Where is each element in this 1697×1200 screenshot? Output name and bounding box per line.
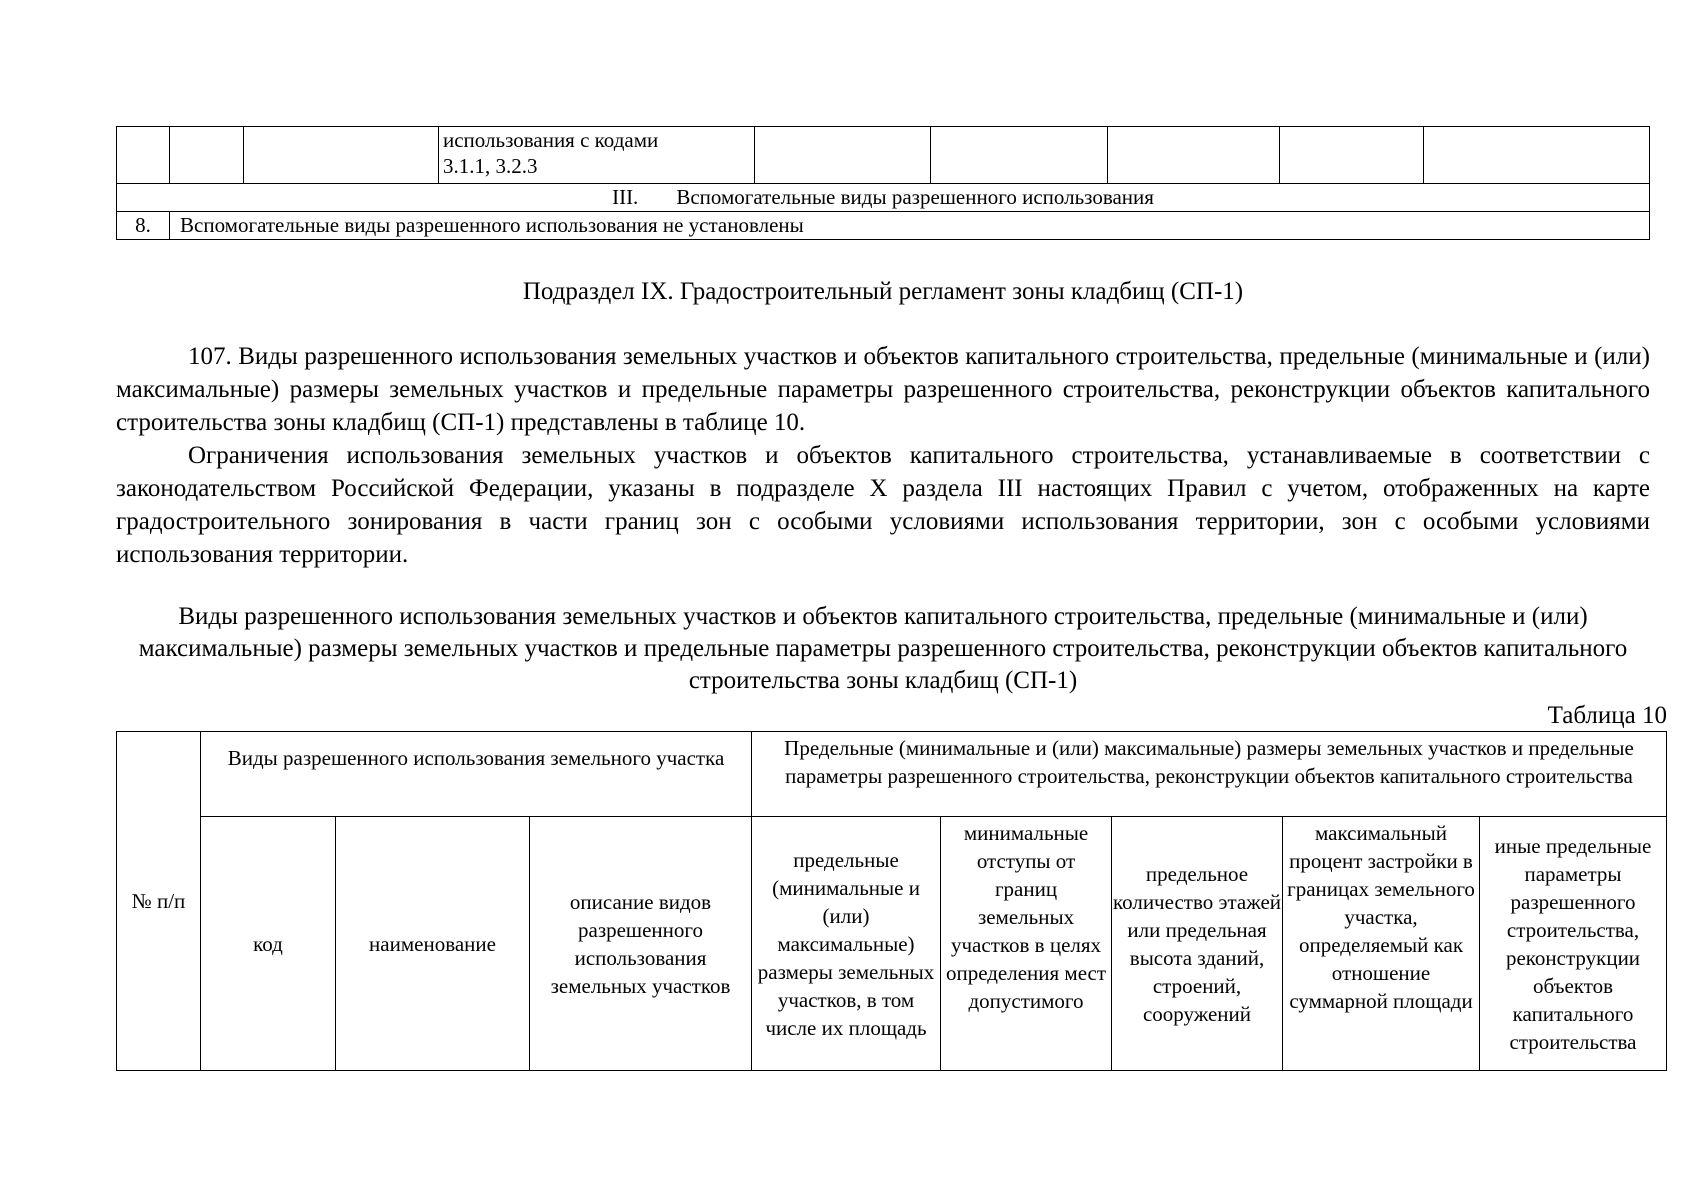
table-cell bbox=[117, 127, 170, 184]
cell-text-line: 3.1.1, 3.2.3 bbox=[443, 154, 538, 178]
column-header-setbacks: минимальные отступы от границ земельных участков в целях определения мест допустимого bbox=[941, 817, 1112, 1071]
column-group-limits: Предельные (минимальные и (или) максимальные) размеры земельных участков и предельные параметры разрешенного строительства, реконструкции объектов капитального строительства bbox=[752, 732, 1667, 817]
paragraph-text: Ограничения использования земельных участков и объектов капитального строительства, устанавливаемые в соответствии с законодательством Российской Федерации, указаны в подразделе X раздела III настоящих Правил с учетом, отображенных на карте градостроительного зонирования в части границ зон с особыми условиями использования территории, зон с особыми условиями использования территории. bbox=[116, 442, 1650, 568]
table-cell bbox=[755, 127, 931, 184]
subsection-title: Подраздел IX. Градостроительный регламент зоны кладбищ (СП-1) bbox=[522, 278, 1244, 305]
table-cell bbox=[931, 127, 1108, 184]
row-text: Вспомогательные виды разрешенного использования не установлены bbox=[170, 212, 1650, 240]
table-cell bbox=[1424, 127, 1650, 184]
column-header-other: иные предельные параметры разрешенного строительства, реконструкции объектов капитального строительства bbox=[1480, 817, 1667, 1071]
table-cell bbox=[439, 127, 755, 184]
column-header-name: наименование bbox=[336, 817, 530, 1071]
table-header-row bbox=[117, 817, 1667, 1071]
table-cell bbox=[244, 127, 439, 184]
paragraph-text: 107. Виды разрешенного использования земельных участков и объектов капитального строительства, предельные (минимальные и (или) максимальные) размеры земельных участков и предельные параметры разрешенного строительства, реконструкции объектов капитального строительства зоны кладбищ (СП-1) представлены в таблице 10. bbox=[116, 343, 1650, 436]
paragraph-restrictions bbox=[116, 439, 1650, 571]
section-numeral: III. bbox=[612, 185, 639, 209]
column-header-coverage: максимальный процент застройки в границах земельного участка, определяемый как отношение суммарной площади bbox=[1283, 817, 1480, 1071]
column-header-number: № п/п bbox=[117, 732, 201, 1071]
table-cell bbox=[1108, 127, 1280, 184]
continuation-table bbox=[116, 126, 1650, 240]
section-heading bbox=[117, 184, 1650, 212]
table-row bbox=[117, 127, 1650, 184]
regulations-table bbox=[116, 731, 1667, 1071]
column-group-kinds: Виды разрешенного использования земельного участка bbox=[201, 732, 752, 817]
paragraph-107 bbox=[116, 340, 1650, 439]
table-header-row bbox=[117, 732, 1667, 817]
section-title: Вспомогательные виды разрешенного использования bbox=[676, 185, 1154, 209]
table-cell bbox=[170, 127, 244, 184]
column-header-code: код bbox=[201, 817, 336, 1071]
table-label: Таблица 10 bbox=[1547, 702, 1667, 729]
table-row bbox=[117, 212, 1650, 240]
column-header-description: описание видов разрешенного использования земельных участков bbox=[530, 817, 752, 1071]
column-header-floors: предельное количество этажей или предельная высота зданий, строений, сооружений bbox=[1112, 817, 1283, 1071]
cell-text-line: использования с кодами bbox=[443, 128, 659, 152]
table-cell bbox=[1280, 127, 1424, 184]
section-heading-row bbox=[117, 184, 1650, 212]
column-header-plot-size: предельные (минимальные и (или) максимальные) размеры земельных участков, в том числе их площадь bbox=[752, 817, 941, 1071]
table-caption: Виды разрешенного использования земельных участков и объектов капитального строительства, предельные (минимальные и (или) максимальные) размеры земельных участков и предельные параметры разрешенного строительства, реконструкции объектов капитального строительства зоны кладбищ (СП-1) bbox=[138, 603, 1628, 694]
row-number: 8. bbox=[117, 212, 170, 240]
